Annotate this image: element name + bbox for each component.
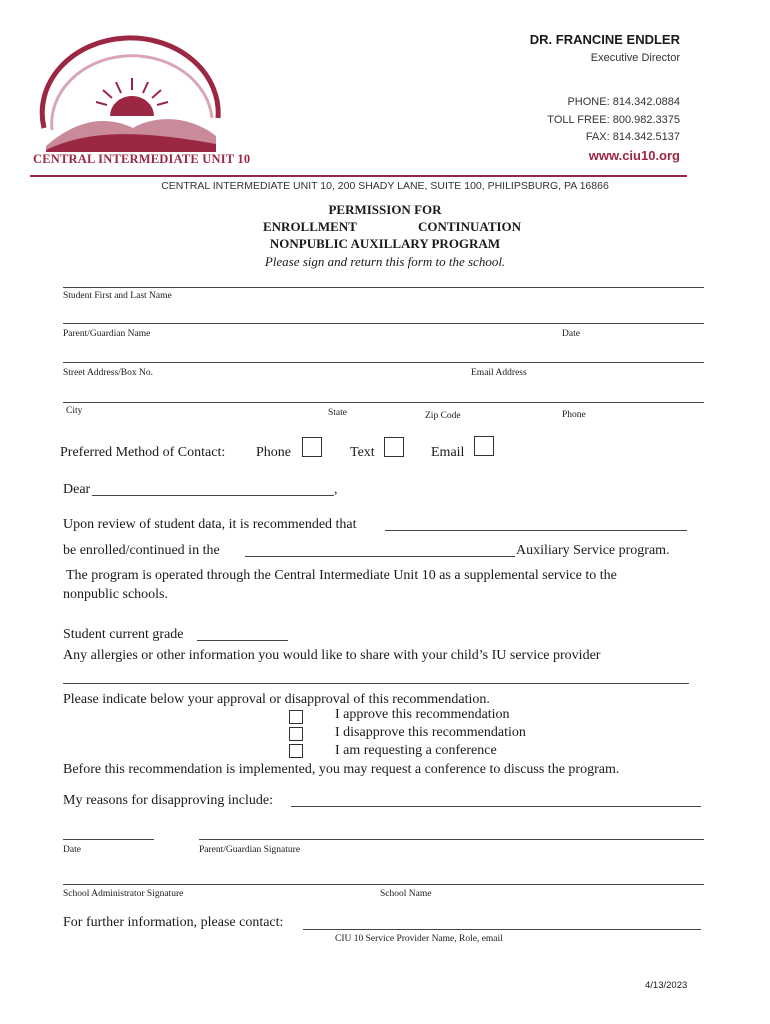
student-recommended-field[interactable] [385,530,687,531]
review-text: Upon review of student data, it is recommended that [63,517,357,532]
guardian-signature-field[interactable] [199,839,704,840]
program-description-line2: nonpublic schools. [63,587,168,602]
email-address-label: Email Address [471,368,527,378]
street-address-field[interactable] [63,362,704,363]
guardian-name-field[interactable] [63,323,704,324]
director-title: Executive Director [590,52,680,64]
conference-label: I am requesting a conference [335,743,497,758]
contact-email-checkbox[interactable] [474,436,494,456]
signature-date-label: Date [63,845,81,855]
grade-label: Student current grade [63,627,184,642]
form-title-line1: PERMISSION FOR [328,202,442,217]
indicate-text: Please indicate below your approval or disapproval of this recommendation. [63,692,490,707]
form-title-line3: NONPUBLIC AUXILLARY PROGRAM [269,236,501,251]
contact-email-label: Email [431,445,465,460]
contact-method-label: Preferred Method of Contact: [60,445,226,460]
reasons-label: My reasons for disapproving include: [63,793,273,808]
school-name-label: School Name [380,889,432,899]
signature-date-field[interactable] [63,839,154,840]
phone-label: Phone [562,410,586,420]
fax-number: FAX: 814.342.5137 [585,131,680,143]
guardian-signature-label: Parent/Guardian Signature [199,845,301,855]
further-info-label: For further information, please contact: [63,915,284,930]
organization-address: CENTRAL INTERMEDIATE UNIT 10, 200 SHADY LANE, SUITE 100, PHILIPSBURG, PA 16866 [161,180,609,192]
program-description-line1: The program is operated through the Central Intermediate Unit 10 as a supplemental service to the [66,568,617,583]
organization-name: CENTRAL INTERMEDIATE UNIT 10 [33,152,251,166]
city-field[interactable] [63,402,704,403]
street-address-label: Street Address/Box No. [63,368,153,378]
director-name: DR. FRANCINE ENDLER [529,32,680,47]
header-divider [30,175,687,177]
organization-logo [28,18,228,168]
contact-phone-label: Phone [256,445,291,460]
sunrise-mountains-icon [28,18,228,168]
footer-date: 4/13/2023 [645,980,688,991]
grade-field[interactable] [197,640,288,641]
student-name-field[interactable] [63,287,704,288]
before-text: Before this recommendation is implemented, you may request a conference to discuss the program. [63,762,620,777]
contact-text-label: Text [350,445,375,460]
provider-contact-sublabel: CIU 10 Service Provider Name, Role, email [335,934,503,944]
allergies-text: Any allergies or other information you would like to share with your child’s IU service provider [63,648,601,663]
state-label: State [328,408,347,418]
dear-name-field[interactable] [92,495,334,496]
date-label: Date [562,329,580,339]
disapprove-checkbox[interactable] [289,727,303,741]
contact-phone-checkbox[interactable] [302,437,322,457]
approve-checkbox[interactable] [289,710,303,724]
auxiliary-program-text: Auxiliary Service program. [516,543,670,558]
website-link[interactable]: www.ciu10.org [588,148,680,163]
reasons-field[interactable] [291,806,701,807]
disapprove-label: I disapprove this recommendation [335,725,526,740]
zip-code-label: Zip Code [425,411,461,421]
toll-free-number: TOLL FREE: 800.982.3375 [547,114,680,126]
guardian-name-label: Parent/Guardian Name [63,329,151,339]
provider-contact-field[interactable] [303,929,701,930]
enrolled-text: be enrolled/continued in the [63,543,220,558]
admin-signature-field[interactable] [63,884,704,885]
allergies-field[interactable] [63,683,689,684]
admin-signature-label: School Administrator Signature [63,889,184,899]
form-title-continuation: CONTINUATION [418,219,522,234]
approve-label: I approve this recommendation [335,707,510,722]
form-title-enrollment: ENROLLMENT [263,219,357,234]
form-instructions: Please sign and return this form to the school. [264,254,506,269]
conference-checkbox[interactable] [289,744,303,758]
contact-text-checkbox[interactable] [384,437,404,457]
phone-number: PHONE: 814.342.0884 [567,96,680,108]
program-name-field[interactable] [245,556,515,557]
dear-label: Dear [63,482,91,497]
student-name-label: Student First and Last Name [63,291,172,301]
city-label: City [66,406,83,416]
dear-comma: , [334,482,338,497]
